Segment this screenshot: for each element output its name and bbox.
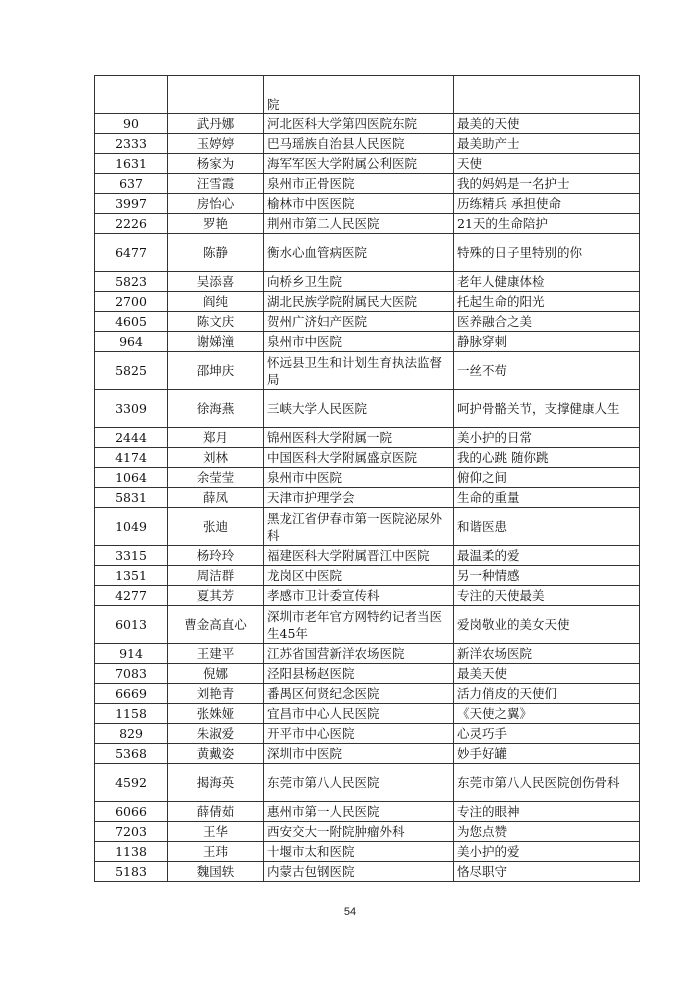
- cell-org: 深圳市老年官方网特约记者当医生45年: [264, 606, 454, 644]
- cell-id: 5368: [95, 744, 168, 764]
- cell-org: 惠州市第一人民医院: [264, 802, 454, 822]
- cell-title: 特殊的日子里特别的你: [454, 234, 640, 272]
- cell-org: 三峡大学人民医院: [264, 390, 454, 428]
- cell-id: 964: [95, 332, 168, 352]
- cell-name: 杨玲玲: [168, 546, 264, 566]
- cell-name: 邵坤庆: [168, 352, 264, 390]
- cell-org: 巴马瑶族自治县人民医院: [264, 134, 454, 154]
- cell-org: 黑龙江省伊春市第一医院泌尿外科: [264, 508, 454, 546]
- entries-table-body: [95, 76, 640, 882]
- cell-org: 西安交大一附院肿瘤外科: [264, 822, 454, 842]
- cell-org: 孝感市卫计委宣传科: [264, 586, 454, 606]
- cell-org: 院: [264, 76, 454, 114]
- table-row: [95, 272, 640, 292]
- table-row: [95, 194, 640, 214]
- cell-id: 5825: [95, 352, 168, 390]
- cell-title: 老年人健康体检: [454, 272, 640, 292]
- cell-org: 荆州市第二人民医院: [264, 214, 454, 234]
- cell-id: 6013: [95, 606, 168, 644]
- cell-name: 余莹莹: [168, 468, 264, 488]
- cell-title: 美小护的爱: [454, 842, 640, 862]
- cell-org: 东莞市第八人民医院: [264, 764, 454, 802]
- cell-title: 历练精兵 承担使命: [454, 194, 640, 214]
- cell-title: 21天的生命陪护: [454, 214, 640, 234]
- table-row: [95, 154, 640, 174]
- cell-name: 郑月: [168, 428, 264, 448]
- cell-title: 妙手好罐: [454, 744, 640, 764]
- cell-name: 武丹娜: [168, 114, 264, 134]
- cell-id: 2333: [95, 134, 168, 154]
- table-row: [95, 764, 640, 802]
- cell-title: 我的心跳 随你跳: [454, 448, 640, 468]
- cell-id: 2226: [95, 214, 168, 234]
- cell-title: 专注的眼神: [454, 802, 640, 822]
- cell-name: 刘林: [168, 448, 264, 468]
- cell-org: 贺州广济妇产医院: [264, 312, 454, 332]
- table-row: [95, 174, 640, 194]
- cell-name: 倪娜: [168, 664, 264, 684]
- page-number: 54: [343, 906, 357, 918]
- cell-title: 最温柔的爱: [454, 546, 640, 566]
- cell-title: 天使: [454, 154, 640, 174]
- cell-title: 我的妈妈是一名护士: [454, 174, 640, 194]
- cell-name: 魏国轶: [168, 862, 264, 882]
- cell-org: 内蒙古包钢医院: [264, 862, 454, 882]
- cell-title: 东莞市第八人民医院创伤骨科: [454, 764, 640, 802]
- cell-title: 心灵巧手: [454, 724, 640, 744]
- cell-id: 7203: [95, 822, 168, 842]
- table-row: [95, 508, 640, 546]
- table-row: [95, 428, 640, 448]
- cell-id: 829: [95, 724, 168, 744]
- cell-name: 谢娣潼: [168, 332, 264, 352]
- table-row: [95, 312, 640, 332]
- cell-name: 玉婷婷: [168, 134, 264, 154]
- cell-title: 生命的重量: [454, 488, 640, 508]
- cell-title: 最美的天使: [454, 114, 640, 134]
- cell-name: 徐海燕: [168, 390, 264, 428]
- cell-org: 泉州市正骨医院: [264, 174, 454, 194]
- cell-name: 吴添喜: [168, 272, 264, 292]
- cell-org: 榆林市中医医院: [264, 194, 454, 214]
- cell-id: 5823: [95, 272, 168, 292]
- cell-title: 最美天使: [454, 664, 640, 684]
- cell-title: 活力俏皮的天使们: [454, 684, 640, 704]
- cell-org: 开平市中心医院: [264, 724, 454, 744]
- cell-name: 陈文庆: [168, 312, 264, 332]
- table-row: [95, 842, 640, 862]
- cell-title: 呵护骨骼关节，支撑健康人生: [454, 390, 640, 428]
- cell-name: 黄戴姿: [168, 744, 264, 764]
- cell-id: 7083: [95, 664, 168, 684]
- table-row: [95, 234, 640, 272]
- cell-org: 向桥乡卫生院: [264, 272, 454, 292]
- table-row: [95, 292, 640, 312]
- cell-id: 3997: [95, 194, 168, 214]
- cell-id: 914: [95, 644, 168, 664]
- cell-name: 夏其芳: [168, 586, 264, 606]
- table-row: [95, 114, 640, 134]
- cell-id: 1049: [95, 508, 168, 546]
- cell-id: 1138: [95, 842, 168, 862]
- cell-id: 4605: [95, 312, 168, 332]
- cell-name: 汪雪霞: [168, 174, 264, 194]
- table-row: [95, 214, 640, 234]
- cell-title: 托起生命的阳光: [454, 292, 640, 312]
- table-row: [95, 664, 640, 684]
- cell-name: 杨家为: [168, 154, 264, 174]
- table-row: [95, 468, 640, 488]
- cell-title: 为您点赞: [454, 822, 640, 842]
- table-row: [95, 134, 640, 154]
- cell-name: 周洁群: [168, 566, 264, 586]
- cell-name: 阎纯: [168, 292, 264, 312]
- cell-id: 6066: [95, 802, 168, 822]
- cell-id: 5831: [95, 488, 168, 508]
- table-row: [95, 744, 640, 764]
- table-row: [95, 390, 640, 428]
- cell-id: 5183: [95, 862, 168, 882]
- cell-org: 衡水心血管病医院: [264, 234, 454, 272]
- table-row: [95, 606, 640, 644]
- cell-name: 薛倩茹: [168, 802, 264, 822]
- cell-name: 朱淑爱: [168, 724, 264, 744]
- cell-name: 刘艳青: [168, 684, 264, 704]
- table-row: [95, 448, 640, 468]
- table-row: [95, 724, 640, 744]
- cell-title: [454, 76, 640, 114]
- cell-title: 一丝不苟: [454, 352, 640, 390]
- entries-table: [94, 75, 640, 882]
- table-row: [95, 566, 640, 586]
- table-row: [95, 546, 640, 566]
- cell-id: 3315: [95, 546, 168, 566]
- cell-org: 十堰市太和医院: [264, 842, 454, 862]
- cell-name: 房怡心: [168, 194, 264, 214]
- cell-title: 另一种情感: [454, 566, 640, 586]
- cell-name: 揭海英: [168, 764, 264, 802]
- cell-title: 和谐医患: [454, 508, 640, 546]
- cell-id: 2700: [95, 292, 168, 312]
- cell-name: 王建平: [168, 644, 264, 664]
- table-row: [95, 332, 640, 352]
- table-row: [95, 644, 640, 664]
- cell-title: 静脉穿刺: [454, 332, 640, 352]
- entries-table-container: [94, 75, 639, 882]
- cell-name: 罗艳: [168, 214, 264, 234]
- table-row: [95, 488, 640, 508]
- cell-org: 番禺区何贤纪念医院: [264, 684, 454, 704]
- cell-id: 4277: [95, 586, 168, 606]
- cell-id: 1631: [95, 154, 168, 174]
- cell-org: 泉州市中医院: [264, 332, 454, 352]
- cell-name: 陈静: [168, 234, 264, 272]
- cell-title: 爱岗敬业的美女天使: [454, 606, 640, 644]
- cell-id: 1158: [95, 704, 168, 724]
- cell-org: 中国医科大学附属盛京医院: [264, 448, 454, 468]
- cell-id: 3309: [95, 390, 168, 428]
- cell-org: 福建医科大学附属晋江中医院: [264, 546, 454, 566]
- cell-org: 锦州医科大学附属一院: [264, 428, 454, 448]
- cell-title: 专注的天使最美: [454, 586, 640, 606]
- cell-name: 张姝娅: [168, 704, 264, 724]
- table-row: [95, 684, 640, 704]
- cell-org: 湖北民族学院附属民大医院: [264, 292, 454, 312]
- cell-org: 河北医科大学第四医院东院: [264, 114, 454, 134]
- cell-title: 俯仰之间: [454, 468, 640, 488]
- cell-org: 怀远县卫生和计划生育执法监督局: [264, 352, 454, 390]
- cell-org: 天津市护理学会: [264, 488, 454, 508]
- cell-title: 新洋农场医院: [454, 644, 640, 664]
- cell-id: 4174: [95, 448, 168, 468]
- cell-org: 深圳市中医院: [264, 744, 454, 764]
- table-row: [95, 822, 640, 842]
- cell-name: 王玮: [168, 842, 264, 862]
- cell-name: 王华: [168, 822, 264, 842]
- cell-org: 江苏省国营新洋农场医院: [264, 644, 454, 664]
- cell-name: 薛凤: [168, 488, 264, 508]
- cell-id: 637: [95, 174, 168, 194]
- cell-org: 泾阳县杨赵医院: [264, 664, 454, 684]
- cell-title: 《天使之翼》: [454, 704, 640, 724]
- cell-org: 海军军医大学附属公利医院: [264, 154, 454, 174]
- cell-id: 6669: [95, 684, 168, 704]
- table-row: [95, 802, 640, 822]
- cell-id: 6477: [95, 234, 168, 272]
- cell-id: 1351: [95, 566, 168, 586]
- cell-title: 医养融合之美: [454, 312, 640, 332]
- cell-name: [168, 76, 264, 114]
- cell-title: 最美助产士: [454, 134, 640, 154]
- cell-org: 龙岗区中医院: [264, 566, 454, 586]
- cell-id: 90: [95, 114, 168, 134]
- table-row: [95, 586, 640, 606]
- cell-id: [95, 76, 168, 114]
- table-row: [95, 862, 640, 882]
- cell-id: 4592: [95, 764, 168, 802]
- table-row: [95, 352, 640, 390]
- cell-name: 张迪: [168, 508, 264, 546]
- cell-org: 泉州市中医院: [264, 468, 454, 488]
- table-row-continued: [95, 76, 640, 114]
- cell-id: 1064: [95, 468, 168, 488]
- table-row: [95, 704, 640, 724]
- cell-title: 恪尽职守: [454, 862, 640, 882]
- cell-id: 2444: [95, 428, 168, 448]
- cell-name: 曹金高直心: [168, 606, 264, 644]
- cell-org: 宜昌市中心人民医院: [264, 704, 454, 724]
- cell-title: 美小护的日常: [454, 428, 640, 448]
